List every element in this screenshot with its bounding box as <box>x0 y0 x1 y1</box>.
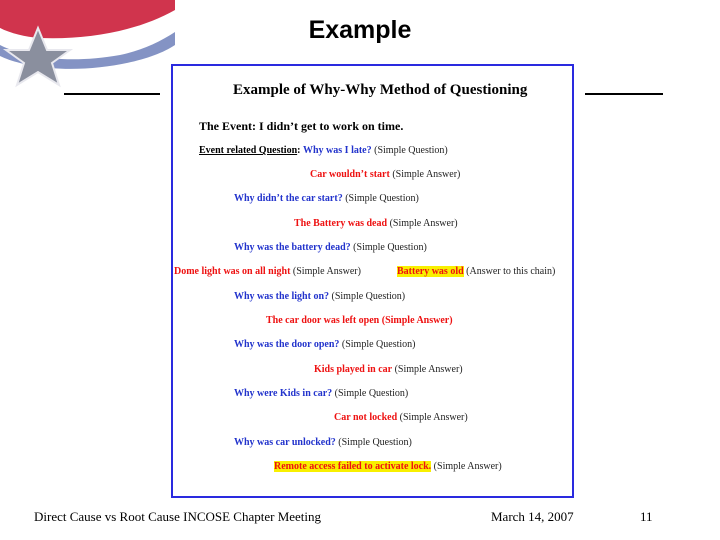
question-line <box>234 437 412 448</box>
question-note: (Simple Question) <box>329 291 406 302</box>
answer-text: Car not locked <box>334 412 398 423</box>
star-swoosh-logo <box>0 0 175 95</box>
answer-note: (Simple Answer) <box>290 266 361 277</box>
footer-title: Direct Cause vs Root Cause INCOSE Chapter Meeting <box>34 509 322 524</box>
answer-text: The car door was left open (Simple Answer) <box>266 315 453 326</box>
answer-note: (Simple Answer) <box>389 169 461 180</box>
question-line <box>234 193 419 204</box>
question-line <box>234 388 408 399</box>
question-line <box>199 145 448 156</box>
answer-note: (Simple Answer) <box>397 412 468 423</box>
question-note: (Simple Question) <box>371 145 448 156</box>
question-note: (Simple Question) <box>339 339 416 350</box>
question-line <box>234 339 416 350</box>
title-rule-right <box>585 93 663 95</box>
answer-line <box>174 266 361 277</box>
question-note: (Simple Question) <box>332 388 409 399</box>
answer-line <box>294 218 458 229</box>
question-text: Why was the door open? <box>234 339 340 350</box>
answer-highlight: Remote access failed to activate lock. <box>274 461 432 472</box>
example-panel <box>171 64 574 498</box>
question-line <box>234 242 427 253</box>
answer-text: The Battery was dead <box>294 218 388 229</box>
question-text: Why was the light on? <box>234 291 330 302</box>
slide-title: Example <box>308 16 412 44</box>
question-text: Why was the battery dead? <box>234 242 351 253</box>
answer-text: Dome light was on all night <box>174 266 291 277</box>
question-text: Why was car unlocked? <box>234 437 336 448</box>
question-text: Why was I late? <box>303 145 372 156</box>
answer-text: Kids played in car <box>314 364 393 375</box>
answer-line <box>266 315 453 326</box>
answer-line <box>314 364 463 375</box>
event-question-label: Event related Question <box>199 145 298 156</box>
question-note: (Simple Question) <box>342 193 419 204</box>
answer-note: (Simple Answer) <box>387 218 458 229</box>
title-rule-left <box>64 93 160 95</box>
page-number: 11 <box>640 509 653 524</box>
panel-title: Example of Why-Why Method of Questioning <box>233 82 528 98</box>
root-cause-highlight: Battery was old <box>397 266 464 277</box>
answer-text: Car wouldn’t start <box>310 169 390 180</box>
answer-line <box>274 461 502 472</box>
question-note: (Simple Question) <box>335 437 412 448</box>
root-cause-line <box>397 266 555 277</box>
footer-date: March 14, 2007 <box>491 509 574 524</box>
answer-note: (Simple Answer) <box>392 364 463 375</box>
root-cause-note: (Answer to this chain) <box>463 266 556 277</box>
answer-line <box>334 412 468 423</box>
event-question-colon: : <box>297 145 301 156</box>
question-text: Why didn’t the car start? <box>234 193 343 204</box>
question-note: (Simple Question) <box>350 242 427 253</box>
answer-note: (Simple Answer) <box>431 461 502 472</box>
question-line <box>234 291 405 302</box>
question-text: Why were Kids in car? <box>234 388 333 399</box>
event-statement: The Event: I didn’t get to work on time. <box>199 119 404 133</box>
answer-line <box>310 169 460 180</box>
